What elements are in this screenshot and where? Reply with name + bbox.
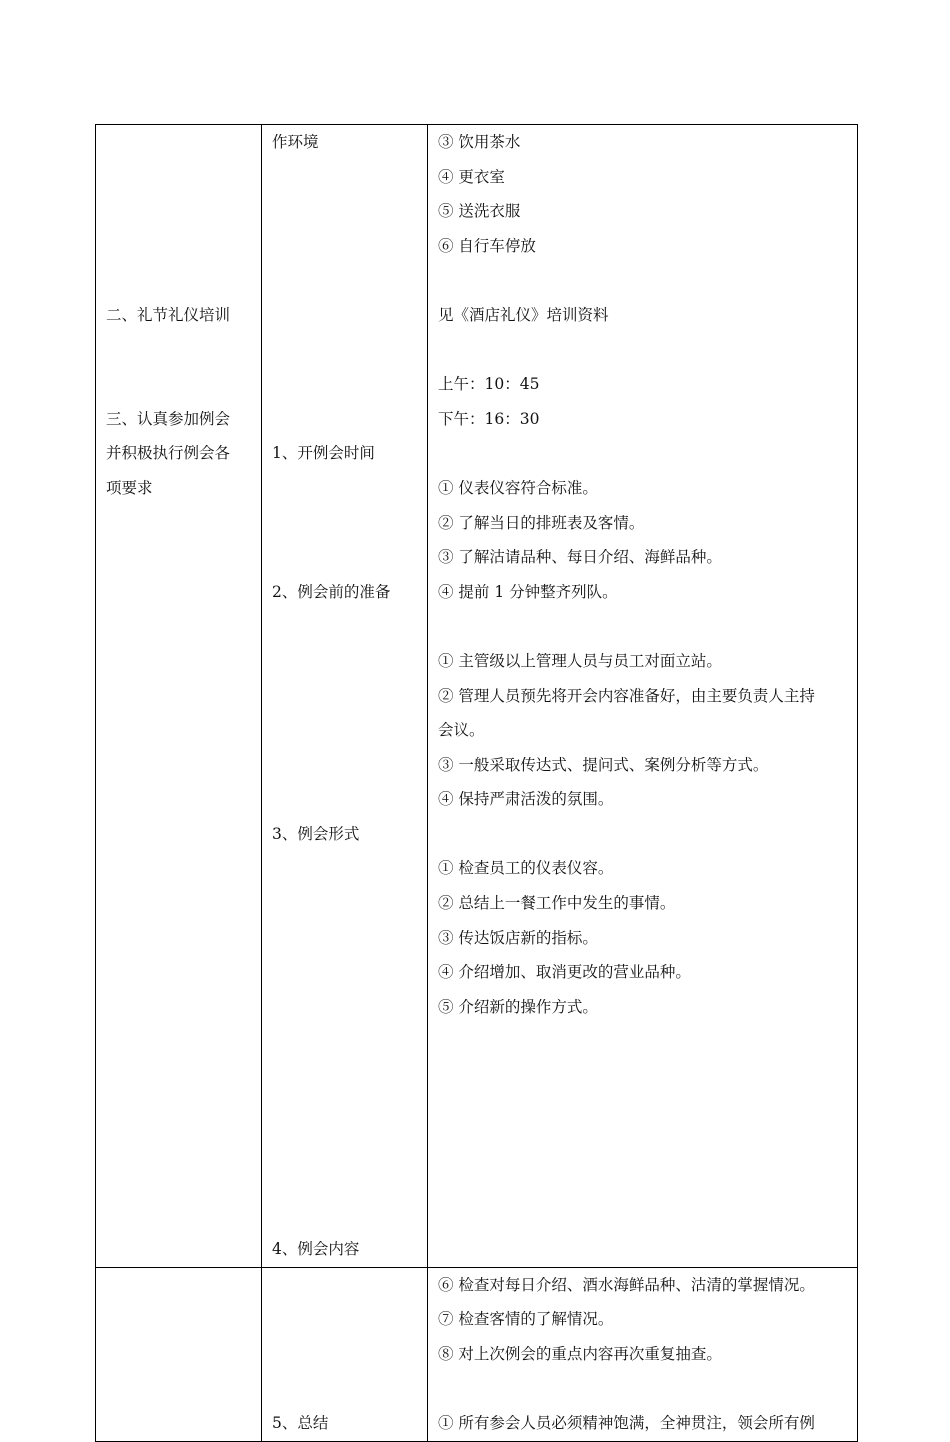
text-line — [438, 609, 847, 644]
text-line — [438, 1371, 847, 1406]
text-line — [272, 263, 419, 298]
text-line: ④ 更衣室 — [438, 167, 505, 186]
text-line — [106, 333, 253, 368]
topic-cell — [262, 125, 428, 1268]
text-line: ③ 一般采取传达式、提问式、案例分析等方式。 — [438, 755, 769, 774]
text-line — [272, 506, 419, 541]
text-line — [272, 1268, 419, 1303]
text-line: ③ 了解沽请品种、每日介绍、海鲜品种。 — [438, 548, 722, 567]
text-line: ① 检查员工的仪表仪容。 — [438, 859, 614, 878]
text-line — [106, 263, 253, 298]
text-line — [272, 1197, 419, 1232]
text-line: ⑤ 送洗衣服 — [438, 202, 521, 221]
text-line — [272, 990, 419, 1025]
text-line: ② 管理人员预先将开会内容准备好，由主要负责人主持 — [438, 686, 815, 705]
text-line: ⑧ 对上次例会的重点内容再次重复抽查。 — [438, 1344, 722, 1363]
text-line — [272, 644, 419, 679]
text-line — [272, 955, 419, 990]
text-line: 见《酒店礼仪》培训资料 — [438, 305, 609, 324]
text-line: 项要求 — [106, 478, 153, 497]
content-table — [95, 124, 858, 1442]
text-line — [272, 194, 419, 229]
text-line — [272, 609, 419, 644]
table-row — [96, 125, 858, 1268]
text-line — [272, 713, 419, 748]
text-line: ④ 提前 1 分钟整齐列队。 — [438, 582, 618, 601]
text-line: ③ 饮用茶水 — [438, 133, 521, 151]
text-line — [272, 886, 419, 921]
text-line — [272, 679, 419, 714]
text-line — [272, 229, 419, 264]
text-line — [106, 229, 253, 264]
text-line — [272, 851, 419, 886]
text-line — [106, 160, 253, 195]
text-line — [272, 1163, 419, 1198]
text-line — [272, 333, 419, 368]
text-line — [272, 1371, 419, 1406]
text-line: ⑥ 自行车停放 — [438, 236, 536, 255]
text-line: 4、例会内容 — [272, 1240, 360, 1258]
table-row — [96, 1267, 858, 1441]
text-line — [272, 1059, 419, 1094]
text-line: 并积极执行例会各 — [106, 444, 231, 463]
text-line: 上午：10：45 — [438, 375, 540, 394]
text-line — [272, 540, 419, 575]
text-line — [438, 817, 847, 852]
text-line: ③ 传达饭店新的指标。 — [438, 928, 598, 947]
section-cell — [96, 125, 262, 1268]
text-line — [272, 298, 419, 333]
text-line: ④ 保持严肃活泼的氛围。 — [438, 790, 614, 809]
text-line: 作环境 — [272, 133, 319, 151]
text-line: 1、开例会时间 — [272, 444, 375, 463]
text-line — [272, 1024, 419, 1059]
section-cell — [96, 1267, 262, 1441]
text-line: 二、礼节礼仪培训 — [106, 305, 231, 324]
text-line — [272, 1094, 419, 1129]
text-line — [272, 1302, 419, 1337]
text-line: 下午：16：30 — [438, 409, 540, 428]
text-line: ④ 介绍增加、取消更改的营业品种。 — [438, 963, 691, 982]
text-line: ② 总结上一餐工作中发生的事情。 — [438, 894, 676, 913]
text-line: 三、认真参加例会 — [106, 409, 231, 428]
text-line — [438, 333, 847, 368]
text-line — [272, 1337, 419, 1372]
text-line — [106, 194, 253, 229]
text-line — [272, 782, 419, 817]
text-line — [272, 748, 419, 783]
text-line: 3、例会形式 — [272, 824, 360, 843]
text-line: ⑥ 检查对每日介绍、酒水海鲜品种、沽清的掌握情况。 — [438, 1275, 815, 1294]
text-line: 会议。 — [438, 721, 485, 740]
text-line: ① 所有参会人员必须精神饱满，全神贯注，领会所有例 — [438, 1413, 815, 1432]
text-line: ⑦ 检查客情的了解情况。 — [438, 1310, 614, 1329]
text-line: ⑤ 介绍新的操作方式。 — [438, 997, 598, 1016]
text-line — [438, 436, 847, 471]
detail-cell — [428, 125, 858, 1268]
text-line: 5、总结 — [272, 1413, 329, 1432]
text-line: ① 仪表仪容符合标准。 — [438, 478, 598, 497]
text-line — [272, 1128, 419, 1163]
topic-cell — [262, 1267, 428, 1441]
detail-cell — [428, 1267, 858, 1441]
text-line — [438, 263, 847, 298]
text-line: ① 主管级以上管理人员与员工对面立站。 — [438, 651, 722, 670]
text-line — [106, 125, 253, 160]
text-line — [272, 921, 419, 956]
text-line: ② 了解当日的排班表及客情。 — [438, 513, 645, 532]
text-line — [272, 367, 419, 402]
text-line — [106, 367, 253, 402]
text-line: 2、例会前的准备 — [272, 582, 391, 601]
text-line — [272, 402, 419, 437]
text-line — [272, 471, 419, 506]
text-line — [272, 160, 419, 195]
